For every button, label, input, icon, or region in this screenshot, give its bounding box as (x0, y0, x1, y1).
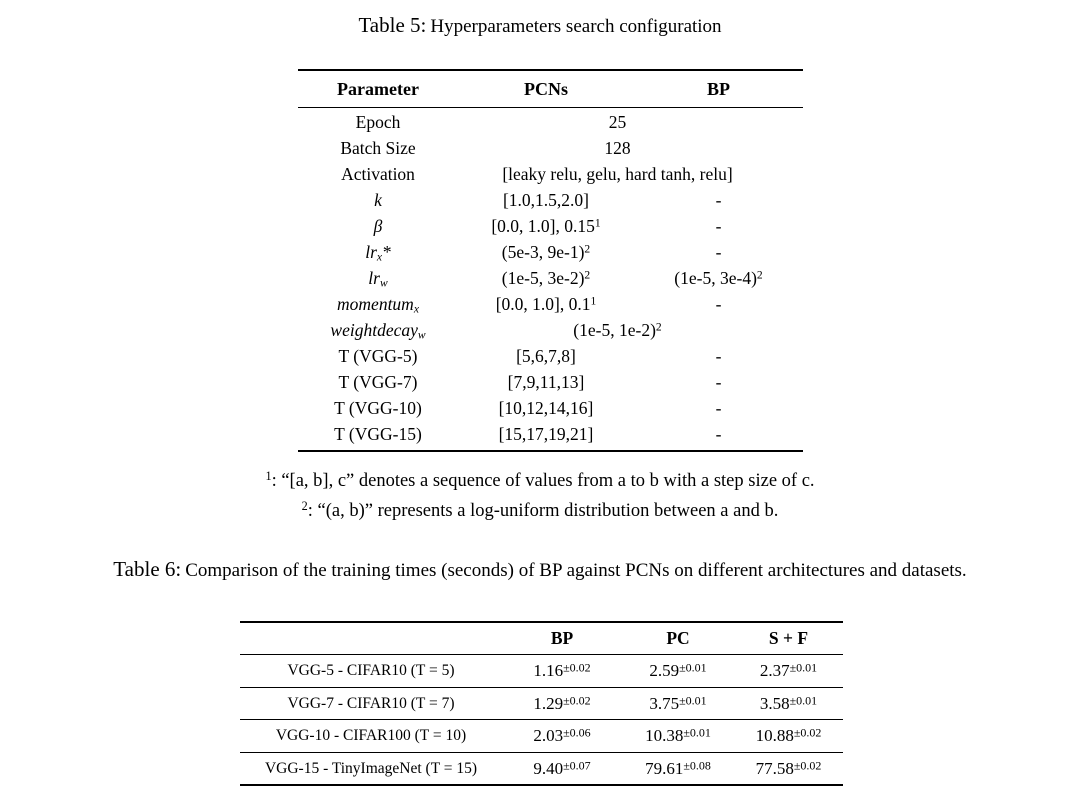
table5-caption-text: Hyperparameters search configuration (430, 16, 722, 37)
table5-bp-cell: - (715, 398, 722, 419)
table5-bp-cell: - (715, 242, 722, 263)
table5-pcns-cell: 128 (604, 138, 631, 159)
table5-header-pcns: PCNs (524, 78, 568, 99)
table6-bp-cell: $2.03^{\pm 0.06}$ (533, 725, 591, 746)
table6-label-cell: VGG-15 - TinyImageNet (T = 15) (264, 759, 478, 777)
table5-param-cell: Batch Size (340, 138, 416, 159)
table5-row (298, 110, 803, 136)
table6-sf-cell: $77.58^{\pm 0.02}$ (755, 758, 822, 778)
table5-pcns-cell: [0.0, 1.0], $0.1^1$ (495, 294, 597, 315)
table5-pcns-cell: (1e-5, 3e-2)$^2$ (501, 268, 591, 289)
table6-pc-cell: $79.61^{\pm 0.08}$ (645, 758, 711, 778)
table5-row (298, 396, 803, 422)
table5-param-cell: Activation (341, 164, 415, 185)
table5-bp-cell: - (715, 346, 722, 367)
table5-row (298, 240, 803, 266)
table5-param-cell: T (VGG-10) (334, 398, 422, 419)
table5-param-cell: T (VGG-7) (338, 372, 418, 393)
table6-sf-cell: $10.88^{\pm 0.02}$ (755, 725, 822, 746)
table5-header-row (298, 71, 803, 108)
table5-pcns-cell: [1.0,1.5,2.0] (502, 190, 590, 211)
table5-header-parameter: Parameter (337, 78, 419, 99)
table5 (298, 69, 803, 452)
table5-param-cell: momentum$_x$ (337, 294, 419, 316)
table5-pcns-cell: 25 (608, 112, 627, 133)
table5-bp-cell: - (715, 372, 722, 393)
table5-bp-cell: - (715, 294, 722, 315)
table5-param-cell: T (VGG-5) (338, 346, 418, 367)
table5-body (298, 108, 803, 450)
table6-sf-cell: $2.37^{\pm 0.01}$ (759, 660, 818, 681)
table5-param-cell: β (373, 216, 383, 237)
table5-row (298, 344, 803, 370)
table5-pcns-cell: [7,9,11,13] (507, 372, 585, 393)
table6-pc-cell: $10.38^{\pm 0.01}$ (645, 725, 711, 746)
table6-caption-label: Table 6: (113, 557, 182, 581)
table6-sf-cell: $3.58^{\pm 0.01}$ (759, 693, 818, 713)
table5-pcns-cell: [leaky relu, gelu, hard tanh, relu] (502, 164, 733, 185)
table6-bp-cell: $1.16^{\pm 0.02}$ (533, 660, 591, 681)
table6-caption-text: Comparison of the training times (seconds) of BP against PCNs on different architectures and datasets. (185, 560, 967, 581)
footnote-2: $^2$: “(a, b)” represents a log-uniform distribution between a and b. (301, 498, 779, 521)
table6-row (240, 688, 843, 721)
table6-row (240, 655, 843, 688)
table5-pcns-cell: (1e-5, 1e-2)$^2$ (573, 320, 662, 341)
table5-pcns-cell: (5e-3, 9e-1)$^2$ (501, 242, 591, 263)
table5-bp-cell: - (715, 190, 722, 211)
table6-bp-cell: $9.40^{\pm 0.07}$ (533, 758, 591, 778)
table6-caption (0, 556, 1080, 583)
table5-row (298, 292, 803, 318)
table5-row (298, 214, 803, 240)
table6-label-cell: VGG-7 - CIFAR10 (T = 7) (287, 694, 455, 712)
table6-label-cell: VGG-5 - CIFAR10 (T = 5) (287, 662, 455, 679)
footnote-1: $^1$: “[a, b], c” denotes a sequence of values from a to b with a step size of c. (265, 469, 815, 491)
table5-pcns-cell: [5,6,7,8] (516, 346, 576, 367)
table5-row (298, 422, 803, 448)
table5-row (298, 370, 803, 396)
table5-row (298, 162, 803, 188)
table5-pcns-cell: [0.0, 1.0], 0.15$^1$ (491, 216, 601, 237)
table6-bp-cell: $1.29^{\pm 0.02}$ (533, 693, 591, 713)
table5-caption (0, 12, 1080, 39)
table5-bp-cell: - (715, 216, 722, 237)
table5-bp-cell: (1e-5, 3e-4)$^2$ (674, 268, 763, 289)
table5-param-cell: $lr_x*$ (365, 242, 391, 264)
table6-header-row (240, 623, 843, 655)
table6-header-pc: PC (666, 627, 690, 648)
table6-header-bp: BP (550, 627, 574, 648)
table5-row (298, 318, 803, 344)
table6 (240, 621, 843, 786)
table5-param-cell: $lr_w$ (368, 268, 388, 290)
table5-param-cell: k (374, 190, 382, 211)
table6-body (240, 655, 843, 784)
table5-row (298, 266, 803, 292)
table5-pcns-cell: [15,17,19,21] (498, 424, 594, 445)
table5-pcns-cell: [10,12,14,16] (498, 398, 594, 419)
table6-header-sf: S + F (768, 627, 809, 648)
table6-pc-cell: $2.59^{\pm 0.01}$ (649, 660, 707, 681)
table5-row (298, 188, 803, 214)
table5-caption-label: Table 5: (358, 13, 427, 37)
table6-pc-cell: $3.75^{\pm 0.01}$ (649, 693, 707, 713)
table6-row (240, 753, 843, 785)
table5-header-bp: BP (706, 78, 730, 99)
table5-param-cell: Epoch (355, 112, 401, 133)
table6-label-cell: VGG-10 - CIFAR100 (T = 10) (275, 727, 467, 744)
table5-bp-cell: - (715, 424, 722, 445)
table6-row (240, 720, 843, 753)
table5-footnotes (0, 469, 1080, 531)
table5-param-cell: weightdecay$_w$ (330, 320, 426, 342)
table5-param-cell: T (VGG-15) (334, 424, 422, 445)
table5-row (298, 136, 803, 162)
